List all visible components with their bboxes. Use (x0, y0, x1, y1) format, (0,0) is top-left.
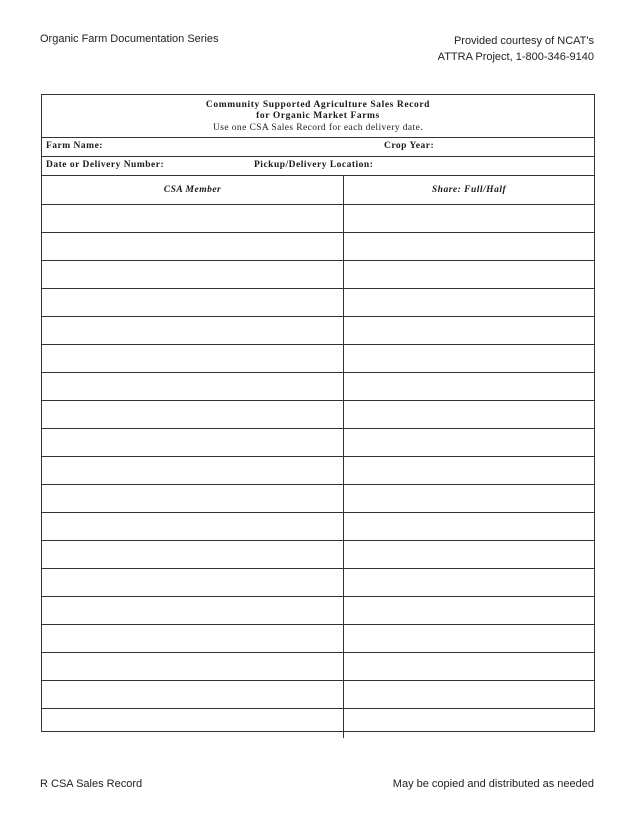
series-title: Organic Farm Documentation Series (40, 33, 219, 45)
table-row (42, 541, 594, 569)
date-label: Date or Delivery Number: (46, 160, 165, 170)
location-label: Pickup/Delivery Location: (254, 160, 374, 170)
table-row (42, 317, 594, 345)
member-cell[interactable] (42, 289, 344, 316)
column-header-share: Share: Full/Half (431, 185, 507, 195)
share-cell[interactable] (344, 233, 594, 260)
form-title-block (42, 95, 594, 138)
table-row (42, 485, 594, 513)
member-cell[interactable] (42, 653, 344, 680)
member-cell[interactable] (42, 373, 344, 400)
form-id: R CSA Sales Record (40, 778, 143, 790)
table-row (42, 373, 594, 401)
table-row (42, 345, 594, 373)
share-cell[interactable] (344, 653, 594, 680)
table-header (42, 176, 594, 205)
member-cell[interactable] (42, 513, 344, 540)
share-cell[interactable] (344, 569, 594, 596)
member-cell[interactable] (42, 541, 344, 568)
member-cell[interactable] (42, 429, 344, 456)
member-cell[interactable] (42, 709, 344, 738)
member-cell[interactable] (42, 681, 344, 708)
share-cell[interactable] (344, 513, 594, 540)
form-subtitle: for Organic Market Farms (256, 111, 380, 121)
share-cell[interactable] (344, 485, 594, 512)
column-header-member: CSA Member (42, 176, 344, 204)
share-cell[interactable] (344, 429, 594, 456)
share-cell[interactable] (344, 625, 594, 652)
sales-record-form (41, 94, 595, 732)
table-row (42, 401, 594, 429)
member-cell[interactable] (42, 485, 344, 512)
table-row (42, 233, 594, 261)
table-row (42, 289, 594, 317)
member-cell[interactable] (42, 401, 344, 428)
share-cell[interactable] (344, 597, 594, 624)
table-row (42, 513, 594, 541)
form-instruction: Use one CSA Sales Record for each delivery date. (213, 123, 423, 133)
table-row (42, 205, 594, 233)
share-cell[interactable] (344, 345, 594, 372)
member-cell[interactable] (42, 233, 344, 260)
credit-line-1: Provided courtesy of NCAT's (453, 35, 594, 47)
share-cell[interactable] (344, 681, 594, 708)
share-cell[interactable] (344, 541, 594, 568)
table-row (42, 681, 594, 709)
share-cell[interactable] (344, 317, 594, 344)
member-cell[interactable] (42, 317, 344, 344)
credit-block (354, 33, 594, 65)
farm-name-label: Farm Name: (46, 141, 103, 151)
member-cell[interactable] (42, 625, 344, 652)
table-row (42, 597, 594, 625)
share-cell[interactable] (344, 457, 594, 484)
delivery-info-row[interactable] (42, 157, 594, 176)
record-rows (42, 205, 594, 738)
member-cell[interactable] (42, 597, 344, 624)
farm-info-row[interactable] (42, 138, 594, 157)
table-row (42, 429, 594, 457)
copy-permission: May be copied and distributed as needed (392, 778, 594, 790)
table-row (42, 625, 594, 653)
table-row (42, 457, 594, 485)
share-cell[interactable] (344, 373, 594, 400)
share-cell[interactable] (344, 401, 594, 428)
member-cell[interactable] (42, 261, 344, 288)
table-row (42, 653, 594, 681)
table-row (42, 261, 594, 289)
member-cell[interactable] (42, 205, 344, 232)
table-row (42, 709, 594, 738)
share-cell[interactable] (344, 205, 594, 232)
form-title: Community Supported Agriculture Sales Record (205, 100, 431, 110)
credit-line-2: ATTRA Project, 1-800-346-9140 (437, 51, 594, 63)
share-cell[interactable] (344, 709, 594, 738)
crop-year-label: Crop Year: (384, 141, 435, 151)
table-row (42, 569, 594, 597)
share-cell[interactable] (344, 289, 594, 316)
member-cell[interactable] (42, 457, 344, 484)
member-cell[interactable] (42, 345, 344, 372)
share-cell[interactable] (344, 261, 594, 288)
member-cell[interactable] (42, 569, 344, 596)
